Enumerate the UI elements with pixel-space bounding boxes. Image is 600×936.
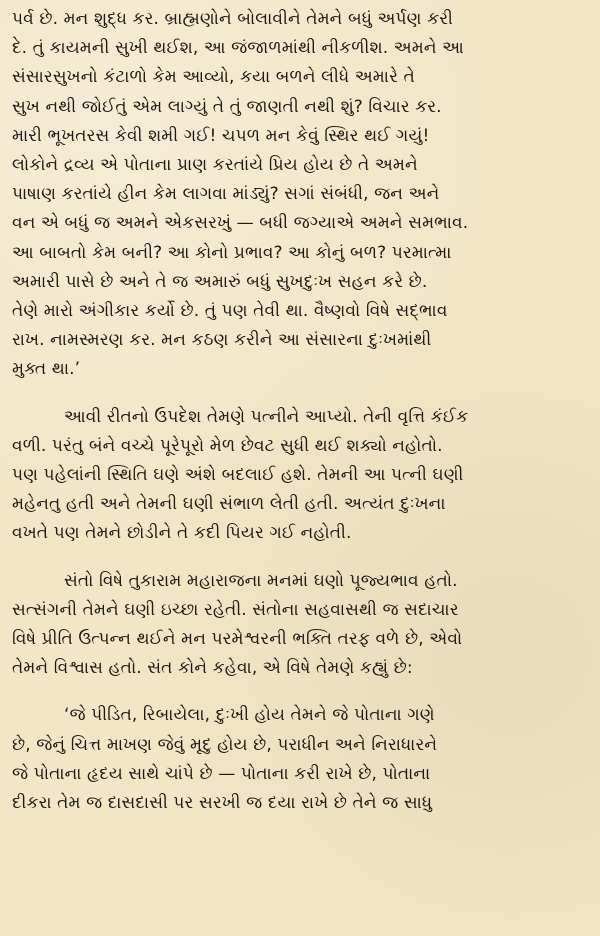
text-line: વિષે પ્રીતિ ઉત્પન્ન થઈને મન પરમેશ્વરની ભક્તિ તરફ વળે છે, એવો — [12, 629, 463, 650]
paragraph-3 — [12, 567, 582, 684]
text-line: મહેનતુ હતી અને તેમની ઘણી સંભાળ લેતી હતી. અત્યંત દુઃખના — [12, 494, 446, 515]
text-line: દે. તું કાયમની સુખી થઈશ, આ જંજાળમાંથી નીકળીશ. અમને આ — [12, 38, 464, 59]
paragraph-4 — [12, 701, 582, 818]
text-line: પાષાણ કરતાંયે હીન કેમ લાગવા માંડ્યું? સગાં સંબંધી, જન અને — [12, 184, 440, 205]
text-line: સત્સંગની તેમને ઘણી ઇચ્છા રહેતી. સંતોના સહવાસથી જ સદાચાર — [12, 599, 459, 620]
text-line: વખતે પણ તેમને છોડીને તે કદી પિયર ગઈ નહોતી. — [12, 523, 352, 544]
text-line: સંસારસુખનો કંટાળો કેમ આવ્યો, કયા બળને લીધે અમારે તે — [12, 67, 415, 88]
text-line: અમારી પાસે છે અને તે જ અમારું બધું સુખદુઃખ સહન કરે છે. — [12, 271, 428, 292]
text-line: પણ પહેલાંની સ્થિતિ ઘણે અંશે બદલાઈ હશે. તેમની આ પત્ની ઘણી — [12, 465, 464, 486]
text-line: મારી ભૂખતરસ કેવી શમી ગઈ! ચપળ મન કેવું સ્થિર થઈ ગયું! — [12, 125, 430, 146]
paragraph-1 — [12, 5, 582, 385]
text-line: રાખ. નામસ્મરણ કર. મન કઠણ કરીને આ સંસારના દુઃખમાંથી — [12, 330, 432, 351]
text-line: ‘જે પીડિત, રિબાયેલા, દુઃખી હોય તેમને જે પોતાના ગણે — [64, 705, 435, 726]
text-line: આ બાબતો કેમ બની? આ કોનો પ્રભાવ? આ કોનું બળ? પરમાત્મા — [12, 242, 452, 263]
text-line: મુક્ત થા.’ — [12, 359, 81, 380]
paragraph-gap — [12, 385, 582, 403]
paragraph-2 — [12, 403, 582, 549]
text-line: સંતો વિષે તુકારામ મહારાજના મનમાં ઘણો પૂજ્યભાવ હતો. — [64, 570, 458, 591]
text-line: તેમને વિશ્વાસ હતો. સંત કોને કહેવા, એ વિષે તેમણે કહ્યું છે: — [12, 658, 413, 679]
text-line: પર્વ છે. મન શુદ્ધ કર. બ્રાહ્મણોને બોલાવીને તેમને બધું અર્પણ કરી — [12, 9, 453, 29]
text-line: લોકોને દ્રવ્ય એ પોતાના પ્રાણ કરતાંયે પ્રિય હોય છે તે અમને — [12, 155, 418, 176]
text-line: વન એ બધું જ અમને એકસરખું — બધી જગ્યાએ અમને સમભાવ. — [12, 213, 469, 234]
text-line: સુખ નથી જોઈતું એમ લાગ્યું તે તું જાણતી નથી શું? વિચાર કર. — [12, 96, 442, 117]
text-line: વળી. પરંતુ બંને વચ્ચે પૂરેપૂરો મેળ છેવટ સુધી થઈ શક્યો નહોતો. — [12, 435, 443, 456]
text-line: આવી રીતનો ઉપદેશ તેમણે પત્નીને આપ્યો. તેની વૃત્તિ કંઈક — [64, 406, 469, 427]
text-line: જે પોતાના હૃદય સાથે ચાંપે છે — પોતાના કરી રાખે છે, પોતાના — [12, 763, 431, 784]
paragraph-gap — [12, 683, 582, 701]
text-line: તેણે મારો અંગીકાર કર્યો છે. તું પણ તેવી થા. વૈષ્ણવો વિષે સદ્ભાવ — [12, 301, 448, 322]
text-line: દીકરા તેમ જ દાસદાસી પર સરખી જ દયા રાખે છે તેને જ સાધુ — [12, 793, 433, 814]
text-line: છે, જેનું ચિત્ત માખણ જેવું મૃદુ હોય છે, પરાધીન અને નિરાધારને — [12, 734, 438, 755]
paragraph-gap — [12, 549, 582, 567]
